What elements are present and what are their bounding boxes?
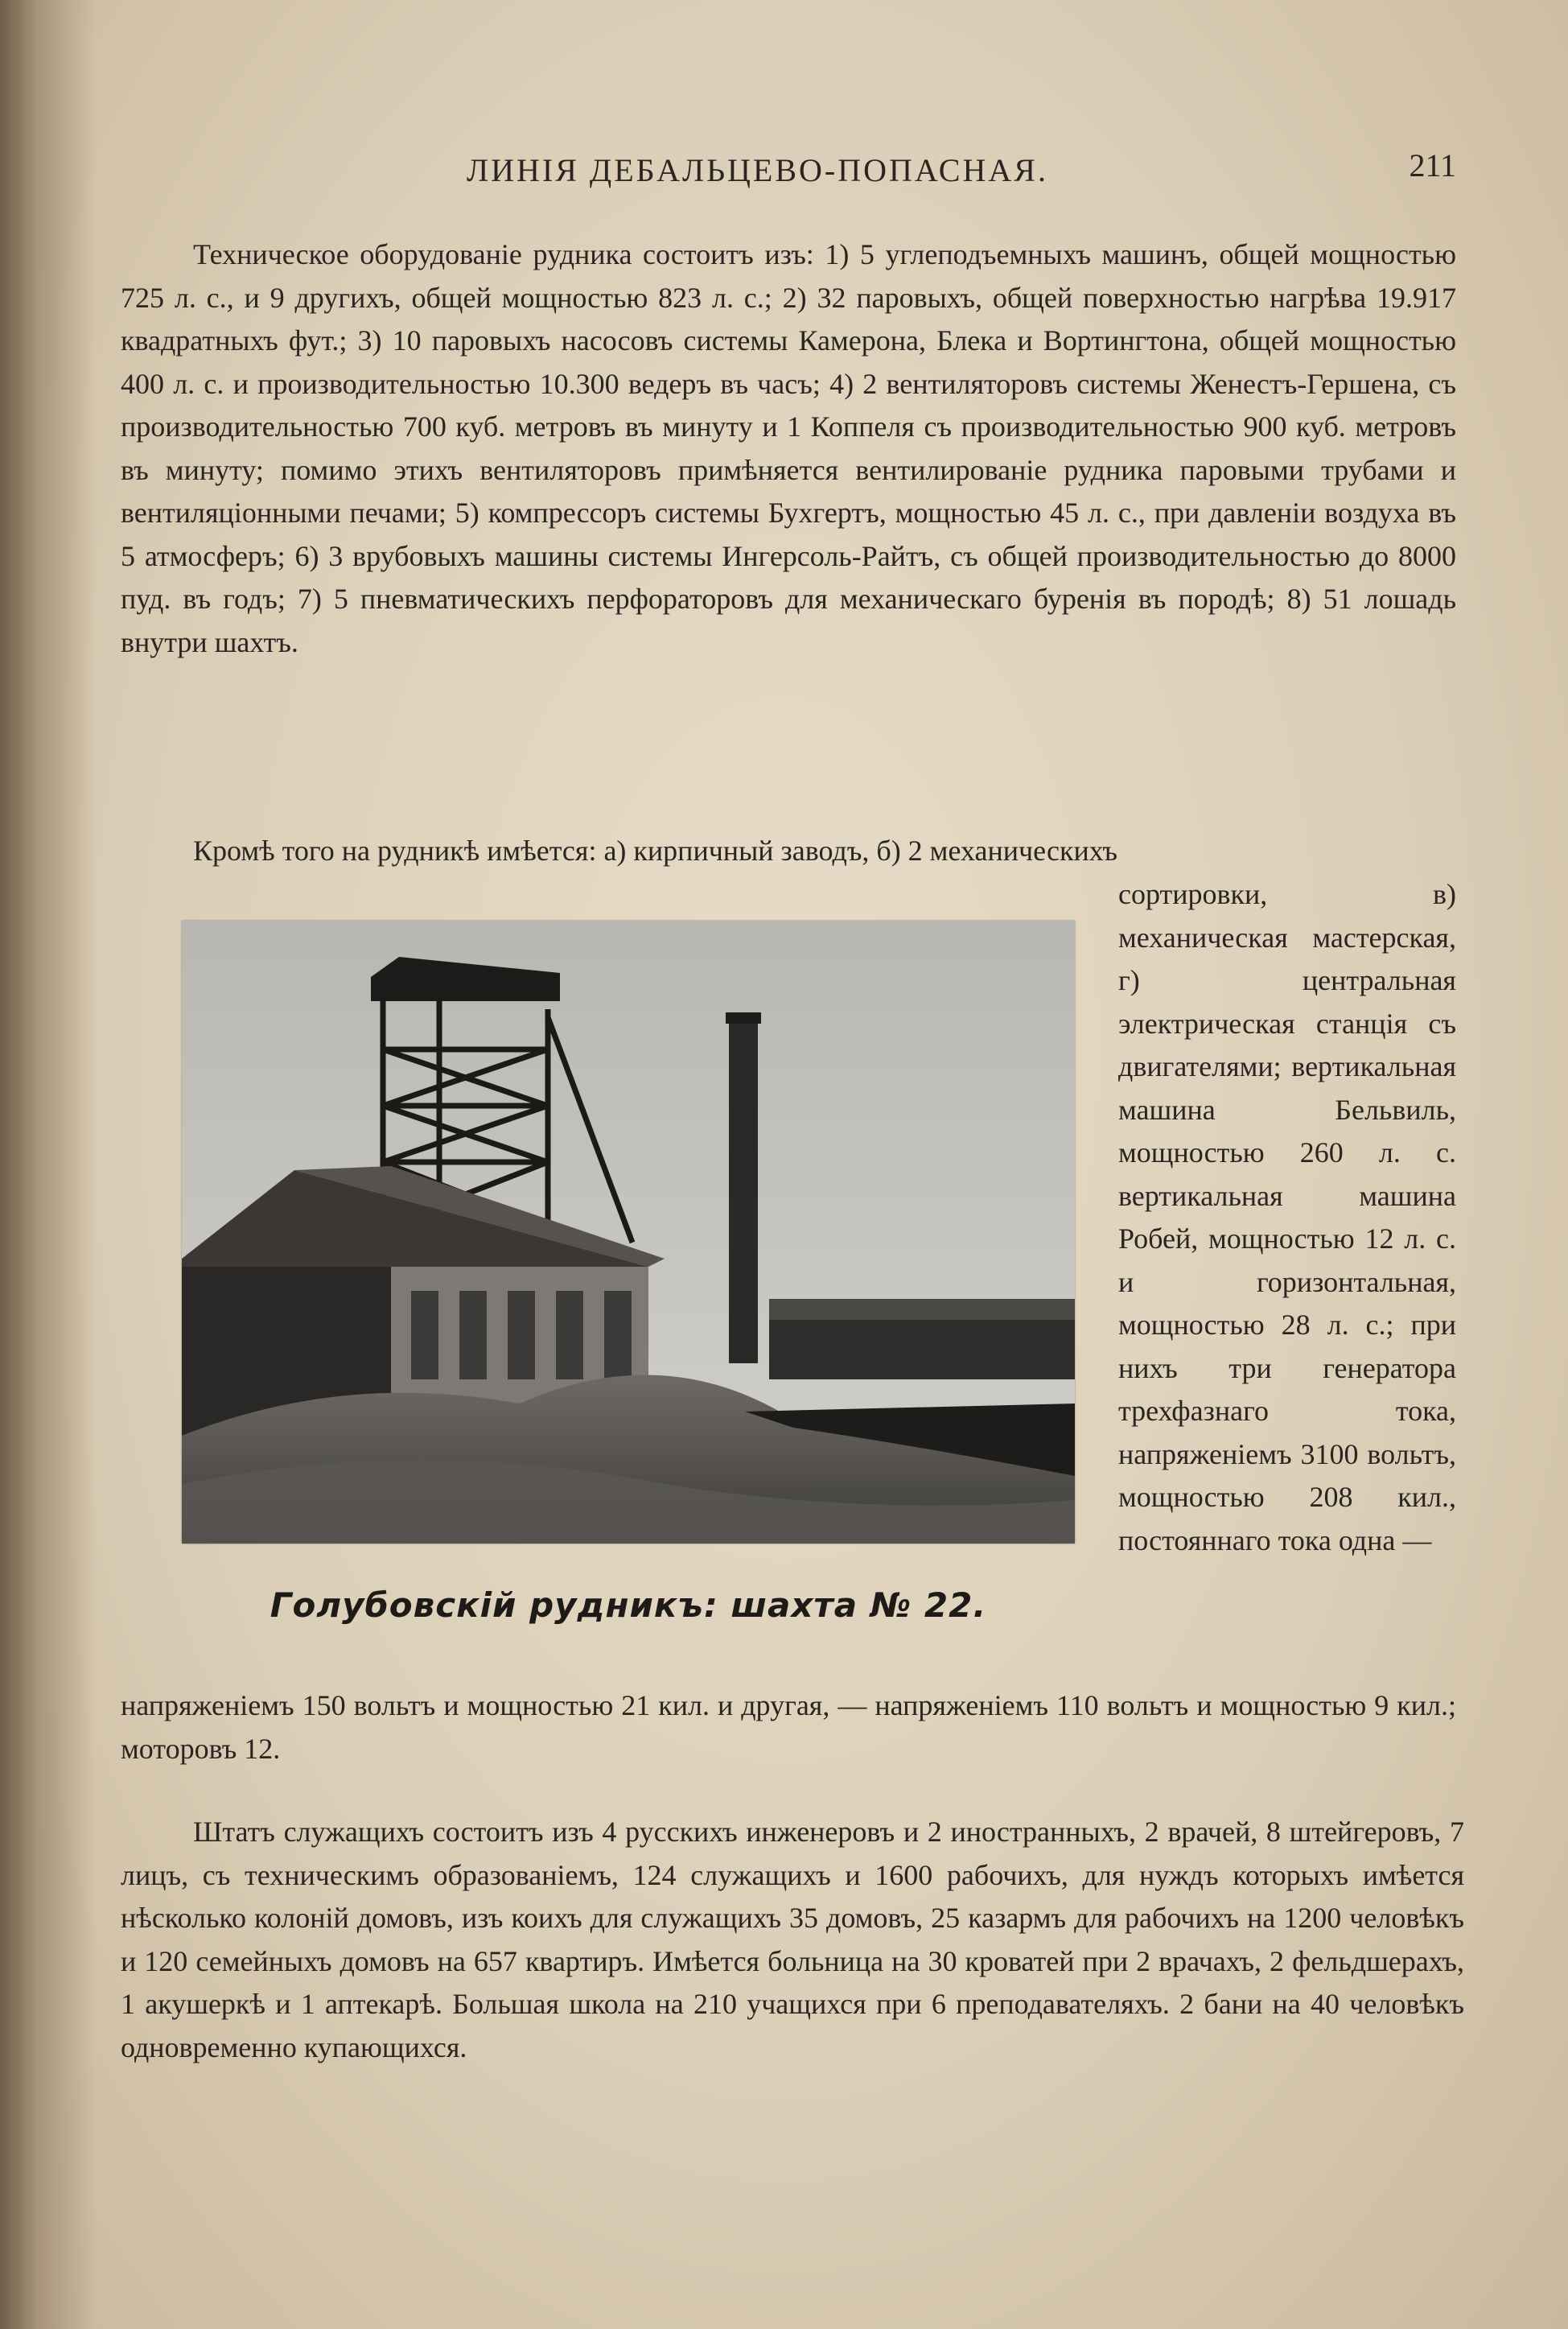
staff-paragraph: Штатъ служащихъ состоитъ изъ 4 русскихъ инженеровъ и 2 иностранныхъ, 2 врачей, 8 штейгеровъ, 7 лицъ, съ техническимъ образованіемъ, 124 служащихъ и 1600 рабочихъ, для нуждъ которыхъ имѣется нѣсколько колоній домовъ, изъ коихъ для служащихъ 35 домовъ, 25 казармъ для рабочихъ на 1200 человѣкъ и 120 семейныхъ домовъ на 657 квартиръ. Имѣется больница на 30 кроватей при 2 врачахъ, 2 фельдшерахъ, 1 акушеркѣ и 1 аптекарѣ. Большая школа на 210 учащихся при 6 преподавателяхъ. 2 бани на 40 человѣкъ одновременно купающихся.	[121, 1816, 1464, 2063]
running-title: ЛИНІЯ ДЕБАЛЬЦЕВО-ПОПАСНАЯ.	[467, 152, 1048, 188]
binding-shadow	[0, 0, 97, 2329]
figure-caption: Голубовскій рудникъ: шахта № 22.	[270, 1585, 987, 1625]
equipment-paragraph: Техническое оборудованіе рудника состоитъ изъ: 1) 5 углеподъемныхъ машинъ, общей мощностью 725 л. с., и 9 другихъ, общей мощностью 823 л. с.; 2) 32 паровыхъ, общей поверхностью нагрѣва 19.917 квадратныхъ фут.; 3) 10 паровыхъ насосовъ системы Камерона, Блека и Вортингтона, общей мощностью 400 л. с. и производительностью 10.300 ведеръ въ часъ; 4) 2 вентиляторовъ системы Женестъ-Гершена, съ производительностью 700 куб. метровъ въ минуту и 1 Коппеля съ производительностью 900 куб. метровъ въ минуту; помимо этихъ вентиляторовъ примѣняется вентилированіе рудника паровыми трубами и вентиляціонными печами; 5) компрессоръ системы Бухгертъ, мощностью 45 л. с., при давленіи воздуха въ 5 атмосферъ; 6) 3 врубовыхъ машины системы Ингерсоль-Райтъ, съ общей производительностью до 8000 пуд. въ годъ; 7) 5 пневматическихъ перфораторовъ для механическаго буренія въ породѣ; 8) 51 лошадь внутри шахтъ.	[121, 238, 1456, 658]
besides-intro-line: Кромѣ того на рудникѣ имѣется: а) кирпичный заводъ, б) 2 механическихъ	[193, 835, 1117, 867]
page-header	[121, 147, 1456, 200]
besides-end-text: напряженіемъ 150 вольтъ и мощностью 21 кил. и другая, — напряженіемъ 110 вольтъ и мощностью 9 кил.; моторовъ 12.	[121, 1689, 1456, 1765]
figure	[182, 921, 1075, 1625]
besides-column-text: сортировки, в) механическая мастерская, г) центральная электрическая станція съ двигателями; вертикальная машина Бельвиль, мощностью 260 л. с. вертикальная машина Робей, мощностью 12 л. с. и горизонтальная, мощностью 28 л. с.; при нихъ три генератора трехфазнаго тока, напряженіемъ 3100 вольтъ, мощностью 208 кил., постояннаго тока одна —	[1118, 878, 1456, 1556]
mine-shaft-photo	[182, 921, 1075, 1544]
page-number: 211	[1409, 147, 1456, 183]
